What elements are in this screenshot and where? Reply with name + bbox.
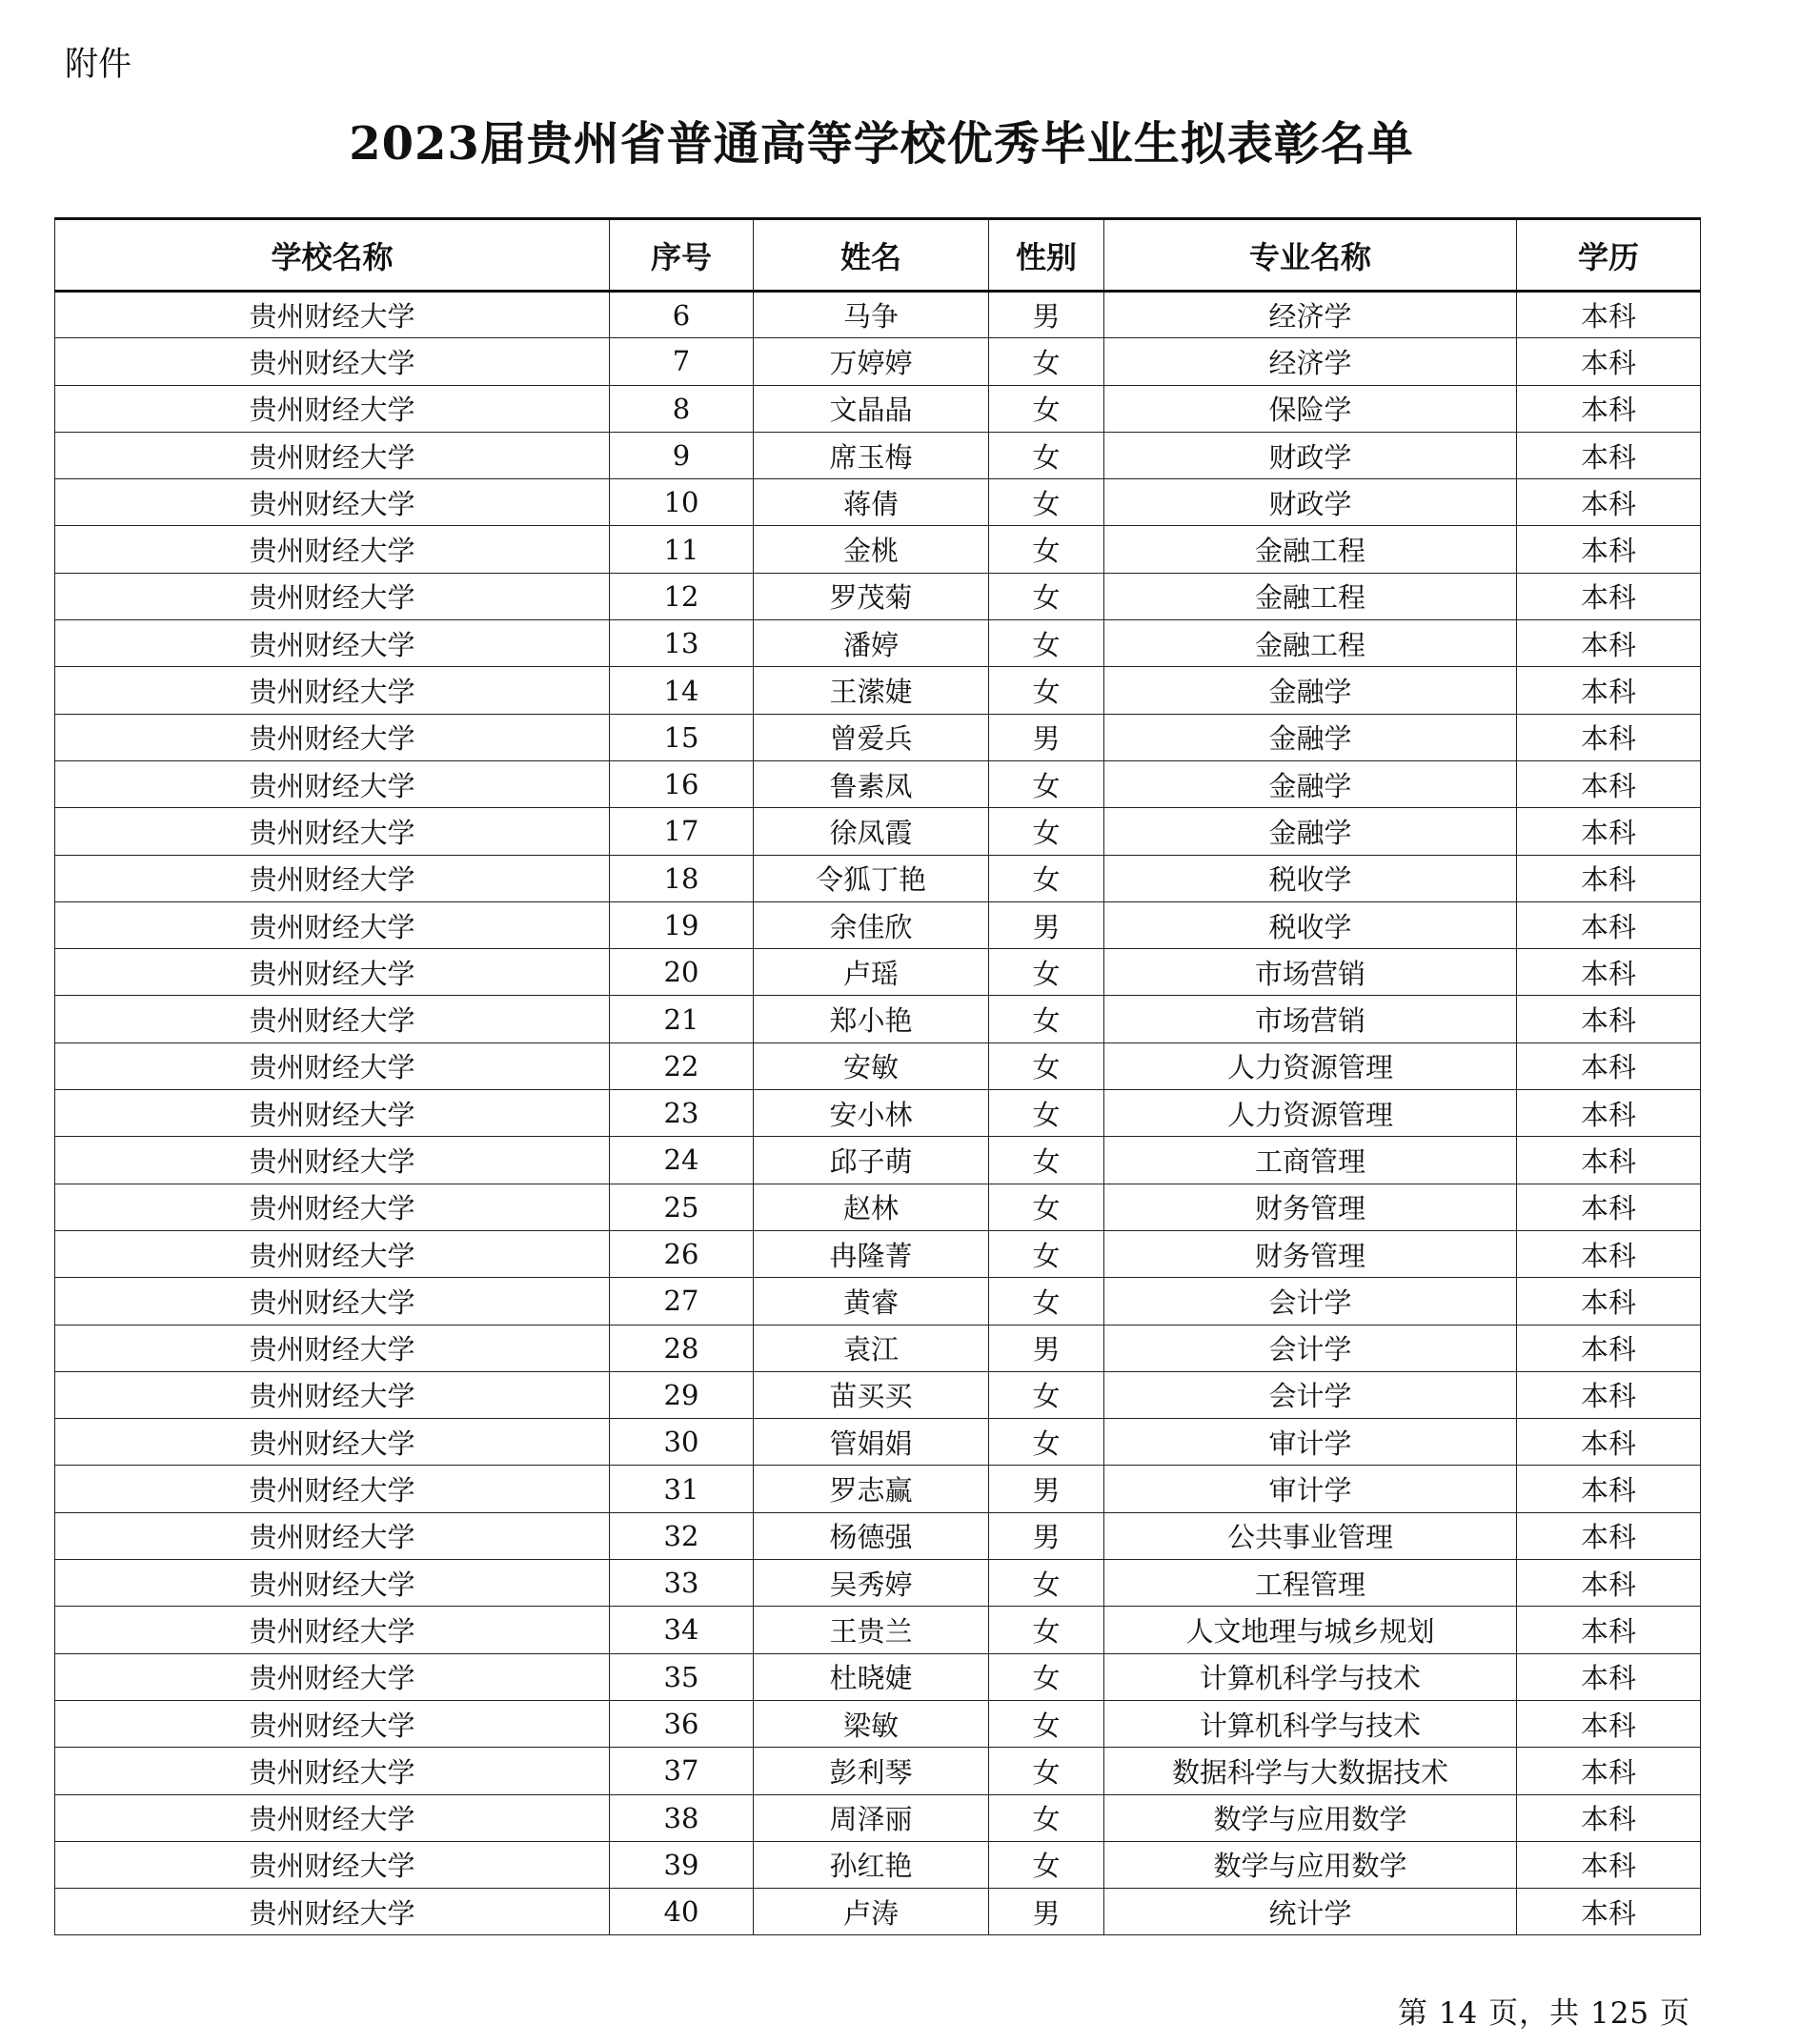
number-cell: 27 — [610, 1278, 754, 1325]
school-cell: 贵州财经大学 — [55, 385, 610, 432]
number-cell: 25 — [610, 1184, 754, 1230]
gender-cell: 女 — [989, 667, 1104, 714]
education-cell: 本科 — [1517, 808, 1701, 855]
education-cell: 本科 — [1517, 1371, 1701, 1418]
major-cell: 统计学 — [1104, 1889, 1517, 1935]
major-cell: 财政学 — [1104, 479, 1517, 526]
table-row — [55, 808, 1701, 855]
school-cell: 贵州财经大学 — [55, 855, 610, 901]
gender-cell: 女 — [989, 949, 1104, 996]
table-row — [55, 1230, 1701, 1277]
name-cell: 鲁素凤 — [754, 760, 989, 807]
education-cell: 本科 — [1517, 949, 1701, 996]
table-row — [55, 1512, 1701, 1559]
name-cell: 黄睿 — [754, 1278, 989, 1325]
table-row — [55, 996, 1701, 1042]
gender-cell: 男 — [989, 1325, 1104, 1371]
gender-cell: 女 — [989, 1794, 1104, 1841]
school-cell: 贵州财经大学 — [55, 338, 610, 385]
school-cell: 贵州财经大学 — [55, 1090, 610, 1137]
major-cell: 数学与应用数学 — [1104, 1841, 1517, 1888]
header-education: 学历 — [1517, 219, 1701, 292]
table-row — [55, 479, 1701, 526]
gender-cell: 女 — [989, 1042, 1104, 1089]
table-row — [55, 1466, 1701, 1512]
gender-cell: 女 — [989, 573, 1104, 619]
gender-cell: 男 — [989, 1512, 1104, 1559]
gender-cell: 女 — [989, 1560, 1104, 1607]
gender-cell: 女 — [989, 1137, 1104, 1184]
major-cell: 公共事业管理 — [1104, 1512, 1517, 1559]
gender-cell: 女 — [989, 620, 1104, 667]
school-cell: 贵州财经大学 — [55, 996, 610, 1042]
school-cell: 贵州财经大学 — [55, 808, 610, 855]
table-row — [55, 855, 1701, 901]
table-row — [55, 667, 1701, 714]
number-cell: 39 — [610, 1841, 754, 1888]
school-cell: 贵州财经大学 — [55, 667, 610, 714]
major-cell: 人力资源管理 — [1104, 1042, 1517, 1089]
name-cell: 罗茂菊 — [754, 573, 989, 619]
major-cell: 金融工程 — [1104, 573, 1517, 619]
education-cell: 本科 — [1517, 1090, 1701, 1137]
school-cell: 贵州财经大学 — [55, 479, 610, 526]
school-cell: 贵州财经大学 — [55, 432, 610, 478]
gender-cell: 女 — [989, 855, 1104, 901]
number-cell: 14 — [610, 667, 754, 714]
major-cell: 数据科学与大数据技术 — [1104, 1748, 1517, 1794]
major-cell: 保险学 — [1104, 385, 1517, 432]
table-row — [55, 1841, 1701, 1888]
name-cell: 卢涛 — [754, 1889, 989, 1935]
name-cell: 安小林 — [754, 1090, 989, 1137]
table-row — [55, 432, 1701, 478]
number-cell: 33 — [610, 1560, 754, 1607]
education-cell: 本科 — [1517, 1278, 1701, 1325]
number-cell: 9 — [610, 432, 754, 478]
major-cell: 市场营销 — [1104, 949, 1517, 996]
gender-cell: 男 — [989, 714, 1104, 760]
education-cell: 本科 — [1517, 1184, 1701, 1230]
header-school: 学校名称 — [55, 219, 610, 292]
name-cell: 周泽丽 — [754, 1794, 989, 1841]
name-cell: 邱子萌 — [754, 1137, 989, 1184]
school-cell: 贵州财经大学 — [55, 526, 610, 573]
name-cell: 孙红艳 — [754, 1841, 989, 1888]
table-row — [55, 526, 1701, 573]
school-cell: 贵州财经大学 — [55, 1700, 610, 1747]
table-row — [55, 292, 1701, 338]
table-row — [55, 760, 1701, 807]
major-cell: 人文地理与城乡规划 — [1104, 1607, 1517, 1653]
education-cell: 本科 — [1517, 1841, 1701, 1888]
name-cell: 余佳欣 — [754, 901, 989, 948]
table-row — [55, 714, 1701, 760]
gender-cell: 女 — [989, 1230, 1104, 1277]
header-name: 姓名 — [754, 219, 989, 292]
number-cell: 26 — [610, 1230, 754, 1277]
gender-cell: 男 — [989, 901, 1104, 948]
major-cell: 经济学 — [1104, 292, 1517, 338]
name-cell: 马争 — [754, 292, 989, 338]
header-major: 专业名称 — [1104, 219, 1517, 292]
school-cell: 贵州财经大学 — [55, 1137, 610, 1184]
school-cell: 贵州财经大学 — [55, 901, 610, 948]
table-header-row — [55, 219, 1701, 292]
gender-cell: 女 — [989, 1607, 1104, 1653]
education-cell: 本科 — [1517, 1230, 1701, 1277]
number-cell: 15 — [610, 714, 754, 760]
attachment-label: 附件 — [65, 46, 132, 84]
gender-cell: 女 — [989, 338, 1104, 385]
name-cell: 安敏 — [754, 1042, 989, 1089]
major-cell: 金融学 — [1104, 760, 1517, 807]
major-cell: 税收学 — [1104, 901, 1517, 948]
major-cell: 数学与应用数学 — [1104, 1794, 1517, 1841]
name-cell: 文晶晶 — [754, 385, 989, 432]
school-cell: 贵州财经大学 — [55, 1512, 610, 1559]
name-cell: 王潆婕 — [754, 667, 989, 714]
major-cell: 会计学 — [1104, 1371, 1517, 1418]
major-cell: 财政学 — [1104, 432, 1517, 478]
table-row — [55, 1560, 1701, 1607]
major-cell: 财务管理 — [1104, 1230, 1517, 1277]
school-cell: 贵州财经大学 — [55, 1607, 610, 1653]
school-cell: 贵州财经大学 — [55, 1419, 610, 1466]
education-cell: 本科 — [1517, 385, 1701, 432]
number-cell: 12 — [610, 573, 754, 619]
school-cell: 贵州财经大学 — [55, 1794, 610, 1841]
number-cell: 28 — [610, 1325, 754, 1371]
major-cell: 工商管理 — [1104, 1137, 1517, 1184]
number-cell: 21 — [610, 996, 754, 1042]
name-cell: 袁江 — [754, 1325, 989, 1371]
major-cell: 会计学 — [1104, 1325, 1517, 1371]
name-cell: 郑小艳 — [754, 996, 989, 1042]
school-cell: 贵州财经大学 — [55, 1466, 610, 1512]
education-cell: 本科 — [1517, 1889, 1701, 1935]
education-cell: 本科 — [1517, 667, 1701, 714]
name-cell: 吴秀婷 — [754, 1560, 989, 1607]
number-cell: 17 — [610, 808, 754, 855]
gender-cell: 女 — [989, 996, 1104, 1042]
header-number: 序号 — [610, 219, 754, 292]
education-cell: 本科 — [1517, 714, 1701, 760]
number-cell: 7 — [610, 338, 754, 385]
gender-cell: 女 — [989, 1841, 1104, 1888]
gender-cell: 女 — [989, 1653, 1104, 1700]
gender-cell: 男 — [989, 1889, 1104, 1935]
major-cell: 计算机科学与技术 — [1104, 1700, 1517, 1747]
education-cell: 本科 — [1517, 1748, 1701, 1794]
school-cell: 贵州财经大学 — [55, 714, 610, 760]
major-cell: 财务管理 — [1104, 1184, 1517, 1230]
table-row — [55, 1794, 1701, 1841]
table-row — [55, 1889, 1701, 1935]
school-cell: 贵州财经大学 — [55, 760, 610, 807]
number-cell: 22 — [610, 1042, 754, 1089]
number-cell: 31 — [610, 1466, 754, 1512]
number-cell: 32 — [610, 1512, 754, 1559]
number-cell: 40 — [610, 1889, 754, 1935]
name-cell: 王贵兰 — [754, 1607, 989, 1653]
number-cell: 19 — [610, 901, 754, 948]
major-cell: 金融工程 — [1104, 526, 1517, 573]
school-cell: 贵州财经大学 — [55, 1371, 610, 1418]
table-row — [55, 1090, 1701, 1137]
gender-cell: 女 — [989, 1278, 1104, 1325]
education-cell: 本科 — [1517, 1700, 1701, 1747]
name-cell: 卢瑶 — [754, 949, 989, 996]
gender-cell: 女 — [989, 1748, 1104, 1794]
name-cell: 杨德强 — [754, 1512, 989, 1559]
name-cell: 冉隆菁 — [754, 1230, 989, 1277]
major-cell: 审计学 — [1104, 1419, 1517, 1466]
page-number: 第 14 页，共 125 页 — [1397, 1996, 1690, 2031]
education-cell: 本科 — [1517, 901, 1701, 948]
education-cell: 本科 — [1517, 1560, 1701, 1607]
school-cell: 贵州财经大学 — [55, 1230, 610, 1277]
major-cell: 人力资源管理 — [1104, 1090, 1517, 1137]
education-cell: 本科 — [1517, 1325, 1701, 1371]
education-cell: 本科 — [1517, 526, 1701, 573]
table-row — [55, 385, 1701, 432]
table-row — [55, 1700, 1701, 1747]
number-cell: 6 — [610, 292, 754, 338]
name-cell: 梁敏 — [754, 1700, 989, 1747]
education-cell: 本科 — [1517, 1794, 1701, 1841]
name-cell: 金桃 — [754, 526, 989, 573]
major-cell: 工程管理 — [1104, 1560, 1517, 1607]
name-cell: 令狐丁艳 — [754, 855, 989, 901]
name-cell: 万婷婷 — [754, 338, 989, 385]
table-row — [55, 1748, 1701, 1794]
number-cell: 36 — [610, 1700, 754, 1747]
gender-cell: 女 — [989, 432, 1104, 478]
table-row — [55, 1278, 1701, 1325]
name-cell: 苗买买 — [754, 1371, 989, 1418]
education-cell: 本科 — [1517, 292, 1701, 338]
table-row — [55, 1184, 1701, 1230]
name-cell: 杜晓婕 — [754, 1653, 989, 1700]
table-row — [55, 1137, 1701, 1184]
education-cell: 本科 — [1517, 432, 1701, 478]
number-cell: 16 — [610, 760, 754, 807]
number-cell: 35 — [610, 1653, 754, 1700]
number-cell: 20 — [610, 949, 754, 996]
number-cell: 13 — [610, 620, 754, 667]
table-row — [55, 1607, 1701, 1653]
name-cell: 罗志赢 — [754, 1466, 989, 1512]
school-cell: 贵州财经大学 — [55, 292, 610, 338]
page-title: 2023届贵州省普通高等学校优秀毕业生拟表彰名单 — [349, 117, 1414, 171]
gender-cell: 女 — [989, 1090, 1104, 1137]
table-body — [55, 292, 1701, 1935]
major-cell: 审计学 — [1104, 1466, 1517, 1512]
table-row — [55, 1419, 1701, 1466]
gender-cell: 女 — [989, 1371, 1104, 1418]
major-cell: 会计学 — [1104, 1278, 1517, 1325]
major-cell: 金融工程 — [1104, 620, 1517, 667]
education-cell: 本科 — [1517, 338, 1701, 385]
number-cell: 37 — [610, 1748, 754, 1794]
education-cell: 本科 — [1517, 1042, 1701, 1089]
number-cell: 10 — [610, 479, 754, 526]
number-cell: 38 — [610, 1794, 754, 1841]
table-row — [55, 1371, 1701, 1418]
table-row — [55, 338, 1701, 385]
education-cell: 本科 — [1517, 1137, 1701, 1184]
education-cell: 本科 — [1517, 479, 1701, 526]
table-row — [55, 1042, 1701, 1089]
name-cell: 曾爱兵 — [754, 714, 989, 760]
name-cell: 蒋倩 — [754, 479, 989, 526]
gender-cell: 女 — [989, 479, 1104, 526]
name-cell: 彭利琴 — [754, 1748, 989, 1794]
education-cell: 本科 — [1517, 855, 1701, 901]
header-gender: 性别 — [989, 219, 1104, 292]
education-cell: 本科 — [1517, 620, 1701, 667]
education-cell: 本科 — [1517, 1466, 1701, 1512]
school-cell: 贵州财经大学 — [55, 1042, 610, 1089]
school-cell: 贵州财经大学 — [55, 620, 610, 667]
number-cell: 8 — [610, 385, 754, 432]
number-cell: 18 — [610, 855, 754, 901]
number-cell: 30 — [610, 1419, 754, 1466]
school-cell: 贵州财经大学 — [55, 1184, 610, 1230]
table-row — [55, 901, 1701, 948]
number-cell: 11 — [610, 526, 754, 573]
name-cell: 徐凤霞 — [754, 808, 989, 855]
gender-cell: 女 — [989, 808, 1104, 855]
name-cell: 管娟娟 — [754, 1419, 989, 1466]
education-cell: 本科 — [1517, 1653, 1701, 1700]
school-cell: 贵州财经大学 — [55, 1748, 610, 1794]
table-row — [55, 949, 1701, 996]
table-row — [55, 1325, 1701, 1371]
table-row — [55, 573, 1701, 619]
name-cell: 席玉梅 — [754, 432, 989, 478]
school-cell: 贵州财经大学 — [55, 1325, 610, 1371]
education-cell: 本科 — [1517, 760, 1701, 807]
gender-cell: 女 — [989, 760, 1104, 807]
gender-cell: 男 — [989, 1466, 1104, 1512]
education-cell: 本科 — [1517, 1419, 1701, 1466]
school-cell: 贵州财经大学 — [55, 1889, 610, 1935]
number-cell: 29 — [610, 1371, 754, 1418]
education-cell: 本科 — [1517, 573, 1701, 619]
gender-cell: 女 — [989, 526, 1104, 573]
school-cell: 贵州财经大学 — [55, 573, 610, 619]
table-row — [55, 620, 1701, 667]
major-cell: 税收学 — [1104, 855, 1517, 901]
school-cell: 贵州财经大学 — [55, 949, 610, 996]
number-cell: 34 — [610, 1607, 754, 1653]
number-cell: 23 — [610, 1090, 754, 1137]
table-row — [55, 1653, 1701, 1700]
major-cell: 金融学 — [1104, 667, 1517, 714]
education-cell: 本科 — [1517, 1512, 1701, 1559]
gender-cell: 女 — [989, 385, 1104, 432]
gender-cell: 女 — [989, 1700, 1104, 1747]
name-cell: 赵林 — [754, 1184, 989, 1230]
school-cell: 贵州财经大学 — [55, 1278, 610, 1325]
major-cell: 金融学 — [1104, 808, 1517, 855]
gender-cell: 男 — [989, 292, 1104, 338]
major-cell: 市场营销 — [1104, 996, 1517, 1042]
gender-cell: 女 — [989, 1419, 1104, 1466]
school-cell: 贵州财经大学 — [55, 1841, 610, 1888]
name-cell: 潘婷 — [754, 620, 989, 667]
graduate-roster-table — [54, 217, 1701, 1935]
school-cell: 贵州财经大学 — [55, 1560, 610, 1607]
education-cell: 本科 — [1517, 996, 1701, 1042]
school-cell: 贵州财经大学 — [55, 1653, 610, 1700]
major-cell: 计算机科学与技术 — [1104, 1653, 1517, 1700]
major-cell: 经济学 — [1104, 338, 1517, 385]
number-cell: 24 — [610, 1137, 754, 1184]
education-cell: 本科 — [1517, 1607, 1701, 1653]
major-cell: 金融学 — [1104, 714, 1517, 760]
gender-cell: 女 — [989, 1184, 1104, 1230]
